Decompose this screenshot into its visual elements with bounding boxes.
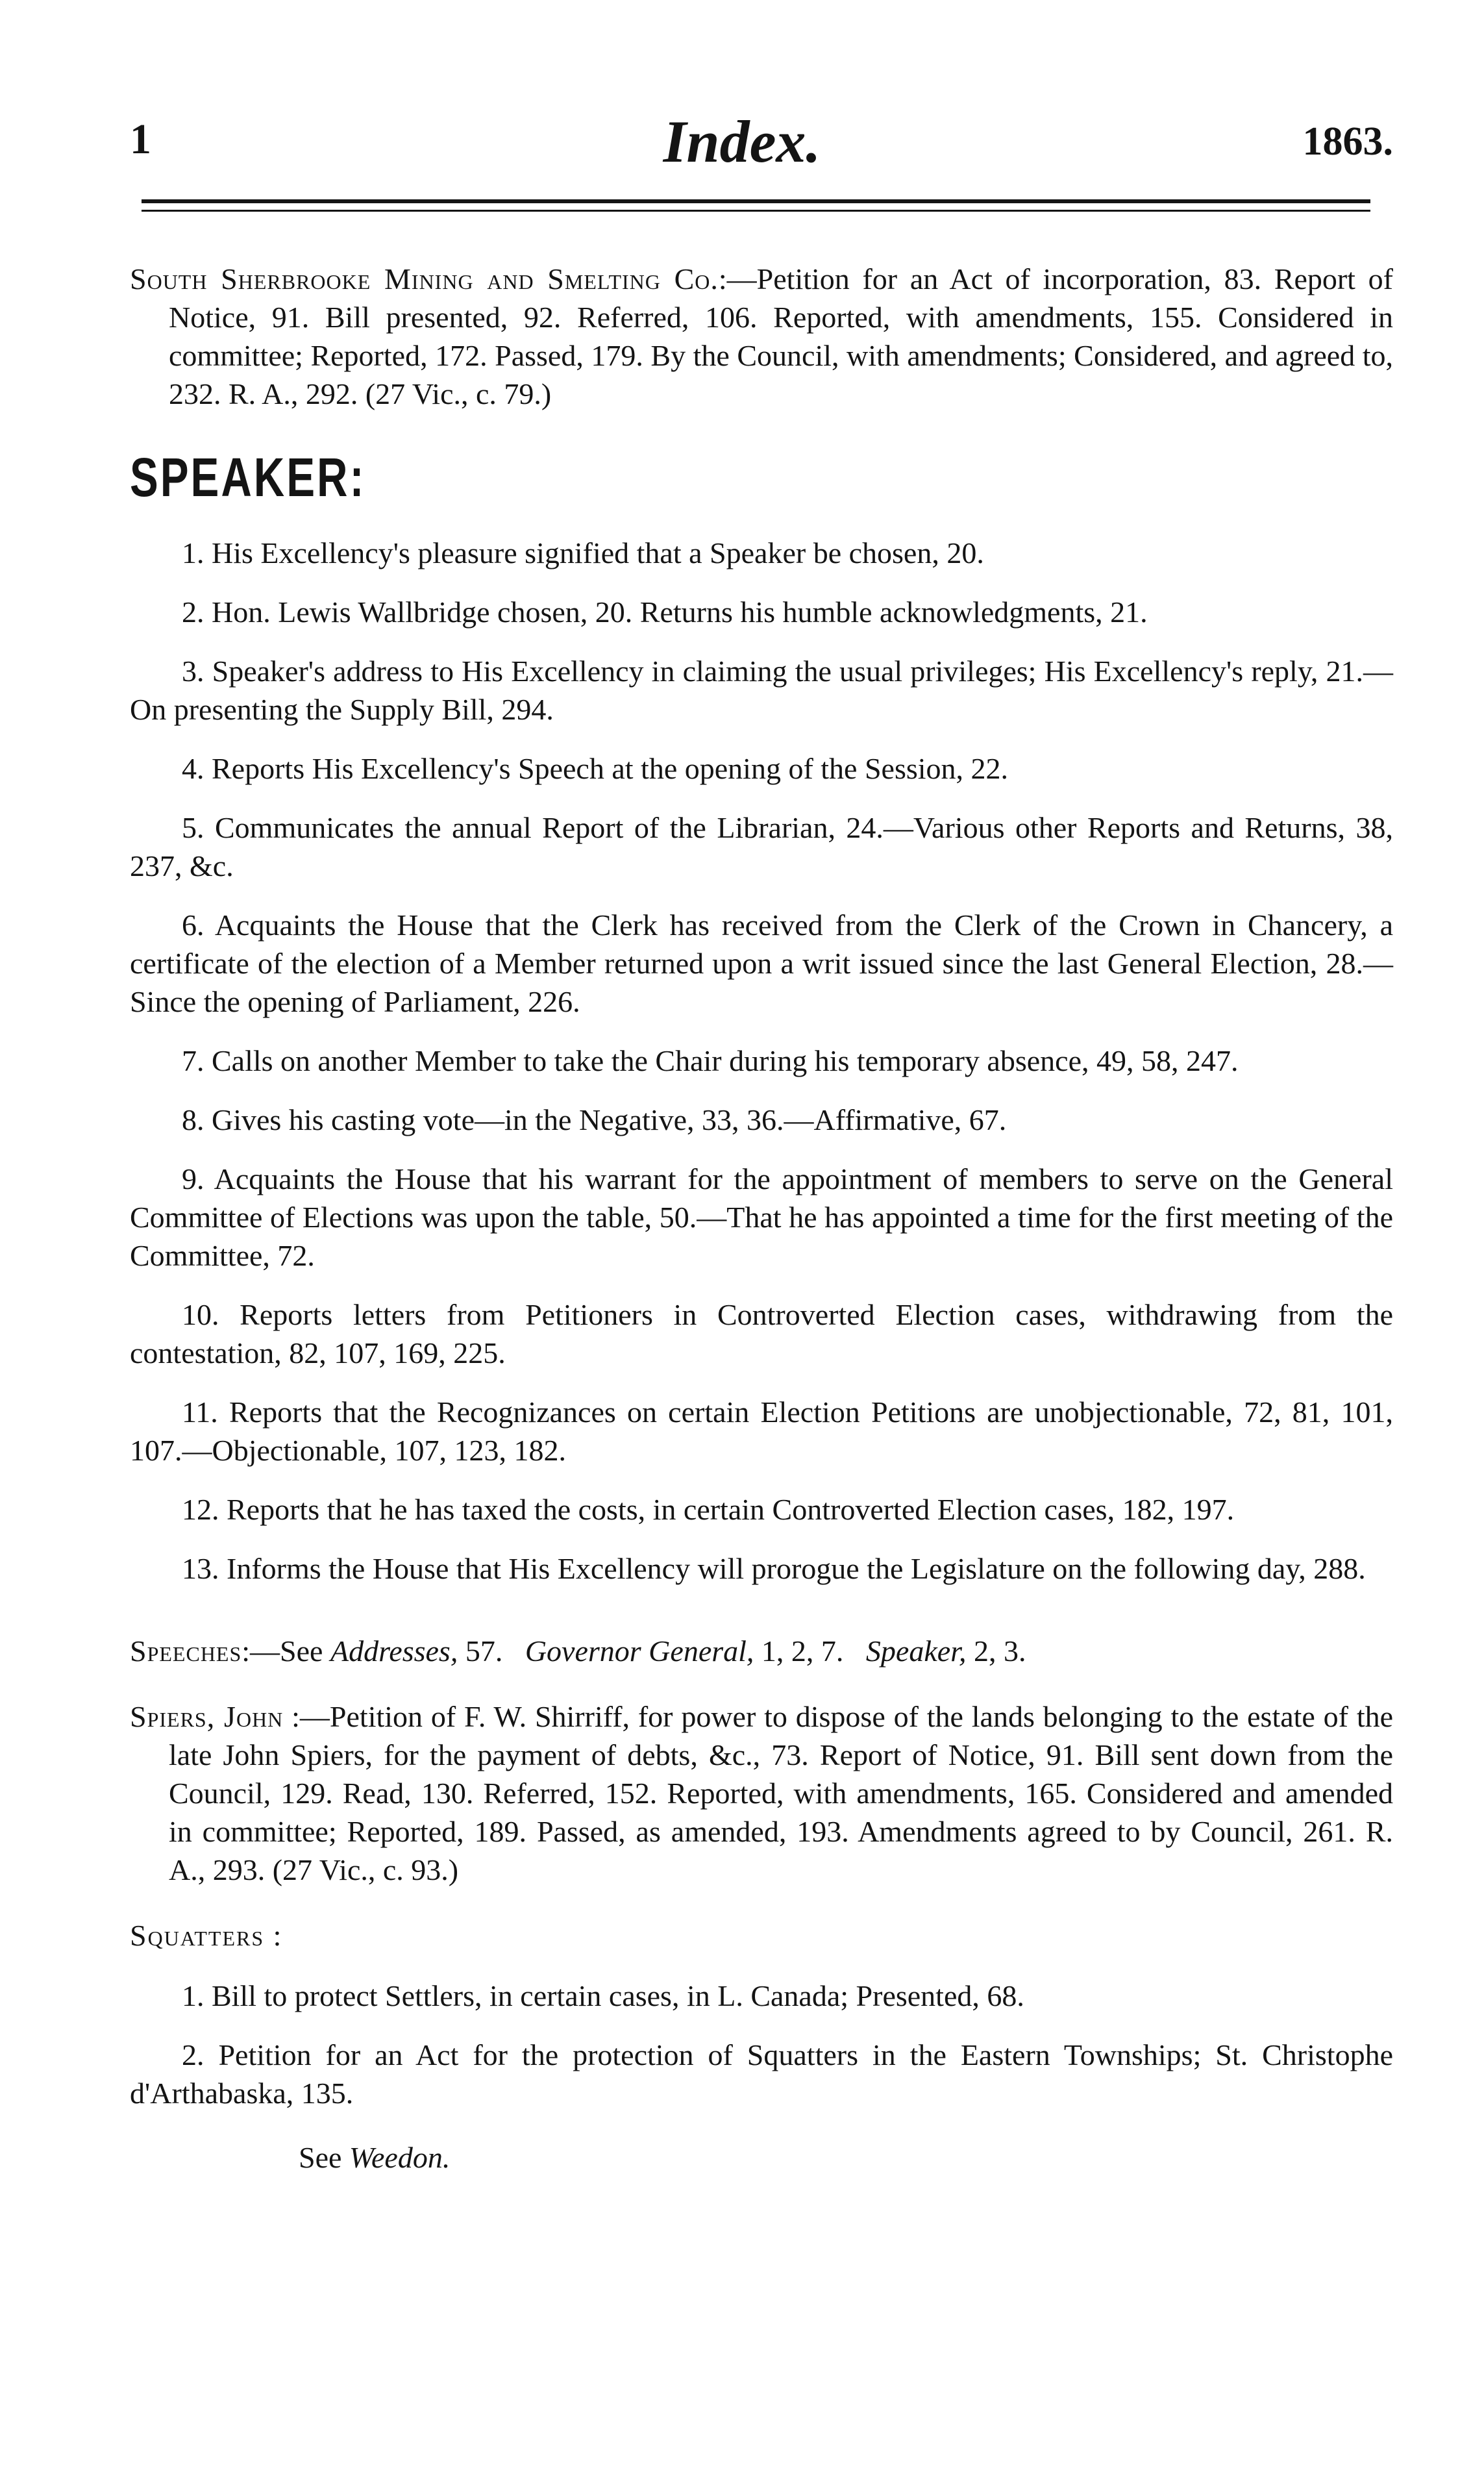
cross-ref-name: Speaker, (865, 1634, 967, 1668)
see-also (130, 2138, 1393, 2177)
entry-south-sherbrooke (130, 260, 1393, 413)
cross-ref-pages: 57. (458, 1634, 503, 1668)
page-number: 1 (130, 116, 151, 163)
list-item: 11. Reports that the Recognizances on certain Election Petitions are unobjectionable, 72, 81, 101, 107.—Objectionable, 107, 123, 182. (130, 1395, 1393, 1467)
cross-ref-pages: 2, 3. (966, 1634, 1026, 1668)
entry-heading: Spiers, John (130, 1700, 284, 1733)
section-heading-squatters: Squatters : (130, 1919, 283, 1952)
entry-heading: Speeches (130, 1634, 242, 1668)
page-title: Index. (663, 108, 821, 175)
entry-text: :—Petition for an Act of incorporation, 83. Report of Notice, 91. Bill presented, 92. Referred, 106. Reported, with amendments, 155. Considered in committee; Reported, 172. Passed, 179. By the Council, with amendments; Considered, and agreed to, 232. R. A., 292. (27 Vic., c. 79.) (169, 262, 1393, 410)
list-item: 3. Speaker's address to His Excellency in claiming the usual privileges; His Excellency's reply, 21.—On presenting the Supply Bill, 294. (130, 655, 1393, 726)
list-item: 6. Acquaints the House that the Clerk has received from the Clerk of the Crown in Chancery, a certificate of the election of a Member returned upon a writ issued since the last General Election, 28.—Since the opening of Parliament, 226. (130, 908, 1393, 1018)
page-year: 1863. (1302, 119, 1393, 164)
list-item: 8. Gives his casting vote—in the Negative, 33, 36.—Affirmative, 67. (182, 1103, 1007, 1136)
entry-text: :—Petition of F. W. Shirriff, for power to dispose of the lands belonging to the estate of the late John Spiers, for the payment of debts, &c., 73. Report of Notice, 91. Bill sent down from the Council, 129. Read, 130. Referred, 152. Reported, with amendments, 165. Considered and amended in committee; Reported, 189. Passed, as amended, 193. Amendments agreed to by Council, 261. R. A., 293. (27 Vic., c. 93.) (169, 1700, 1394, 1886)
list-item: 2. Hon. Lewis Wallbridge chosen, 20. Returns his humble acknowledgments, 21. (182, 595, 1148, 629)
list-item: 10. Reports letters from Petitioners in Controverted Election cases, withdrawing from the contestation, 82, 107, 169, 225. (130, 1298, 1393, 1369)
list-item: 1. Bill to protect Settlers, in certain cases, in L. Canada; Presented, 68. (182, 1979, 1024, 2012)
cross-ref-pages: 1, 2, 7. (754, 1634, 844, 1668)
list-item: 13. Informs the House that His Excellency will prorogue the Legislature on the following day, 288. (182, 1552, 1366, 1585)
list-item: 5. Communicates the annual Report of the Librarian, 24.—Various other Reports and Returns, 38, 237, &c. (130, 811, 1393, 882)
cross-ref-name: Governor General, (525, 1634, 754, 1668)
list-item: 2. Petition for an Act for the protection of Squatters in the Eastern Townships; St. Christophe d'Arthabaska, 135. (130, 2038, 1393, 2110)
see-ref: Weedon. (349, 2141, 451, 2174)
entry-speeches (130, 1632, 1393, 1670)
list-item: 4. Reports His Excellency's Speech at the opening of the Session, 22. (182, 752, 1009, 785)
header-rule-thick (142, 199, 1370, 203)
squatters-items (130, 1977, 1393, 2112)
speaker-items (130, 534, 1393, 1588)
header-rule-thin (142, 210, 1370, 212)
see-prefix: See (299, 2141, 349, 2174)
section-heading-speaker: SPEAKER: (130, 447, 366, 508)
list-item: 12. Reports that he has taxed the costs, in certain Controverted Election cases, 182, 197. (182, 1493, 1235, 1526)
entry-see: :—See (241, 1634, 323, 1668)
list-item: 9. Acquaints the House that his warrant for the appointment of members to serve on the General Committee of Elections was upon the table, 50.—That he has appointed a time for the first meeting of the Committee, 72. (130, 1162, 1393, 1272)
entry-spiers-john (130, 1697, 1393, 1889)
list-item: 7. Calls on another Member to take the Chair during his temporary absence, 49, 58, 247. (182, 1044, 1239, 1077)
cross-ref-name: Addresses, (330, 1634, 458, 1668)
list-item: 1. His Excellency's pleasure signified that a Speaker be chosen, 20. (182, 536, 984, 569)
index-body (130, 260, 1393, 2206)
entry-heading: South Sherbrooke Mining and Smelting Co. (130, 262, 719, 295)
